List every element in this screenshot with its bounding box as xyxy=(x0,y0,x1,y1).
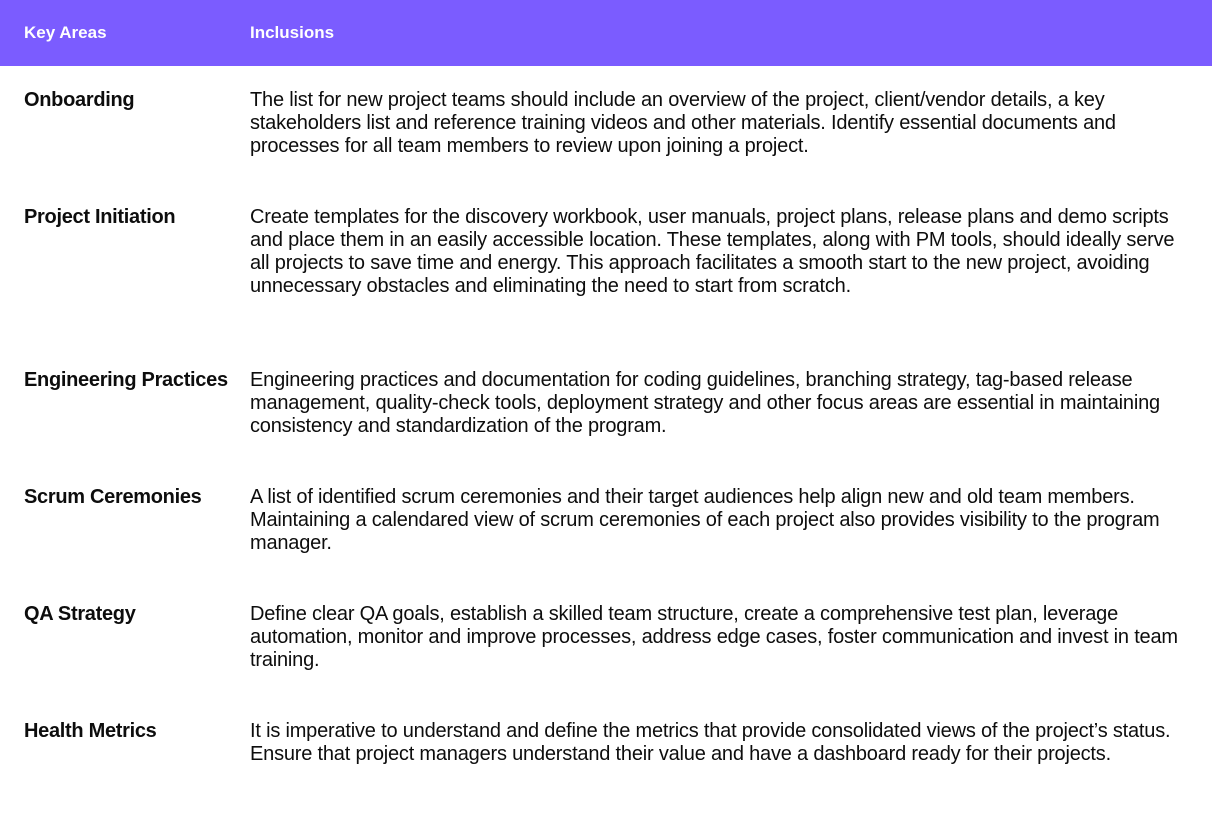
table-header xyxy=(0,0,1212,66)
table-row xyxy=(0,89,1212,158)
table-row xyxy=(0,369,1212,438)
inclusion-qa-strategy: Define clear QA goals, establish a skilled team structure, create a comprehensive test plan, leverage automation, monitor and improve processes, address edge cases, foster communication and invest in team training. xyxy=(250,603,1178,671)
header-key-areas: Key Areas xyxy=(24,23,107,42)
key-area-project-initiation: Project Initiation xyxy=(24,206,176,228)
table-row xyxy=(0,603,1212,672)
key-area-onboarding: Onboarding xyxy=(24,89,135,111)
header-inclusions: Inclusions xyxy=(250,23,335,42)
inclusion-project-initiation: Create templates for the discovery workbook, user manuals, project plans, release plans and demo scripts and place them in an easily accessible location. These templates, along with PM tools, should ideally serve all projects to save time and energy. This approach facilitates a smooth start to the new project, avoiding unnecessary obstacles and eliminating the need to start from scratch. xyxy=(250,206,1175,297)
table-row xyxy=(0,720,1212,766)
key-area-health-metrics: Health Metrics xyxy=(24,720,157,742)
key-area-qa-strategy: QA Strategy xyxy=(24,603,136,625)
table-row xyxy=(0,486,1212,555)
key-area-engineering-practices: Engineering Practices xyxy=(24,369,228,391)
table-row xyxy=(0,206,1212,298)
key-area-scrum-ceremonies: Scrum Ceremonies xyxy=(24,486,202,508)
inclusion-engineering-practices: Engineering practices and documentation for coding guidelines, branching strategy, tag-based release management, quality-check tools, deployment strategy and other focus areas are essential in maintaining consistency and standardization of the program. xyxy=(250,369,1160,437)
inclusion-health-metrics: It is imperative to understand and define the metrics that provide consolidated views of the project’s status. Ensure that project managers understand their value and have a dashboard ready for their projects. xyxy=(250,720,1171,765)
inclusion-onboarding: The list for new project teams should include an overview of the project, client/vendor details, a key stakeholders list and reference training videos and other materials. Identify essential documents and processes for all team members to review upon joining a project. xyxy=(250,89,1116,157)
inclusion-scrum-ceremonies: A list of identified scrum ceremonies and their target audiences help align new and old team members. Maintaining a calendared view of scrum ceremonies of each project also provides visibility to the program manager. xyxy=(250,486,1160,554)
